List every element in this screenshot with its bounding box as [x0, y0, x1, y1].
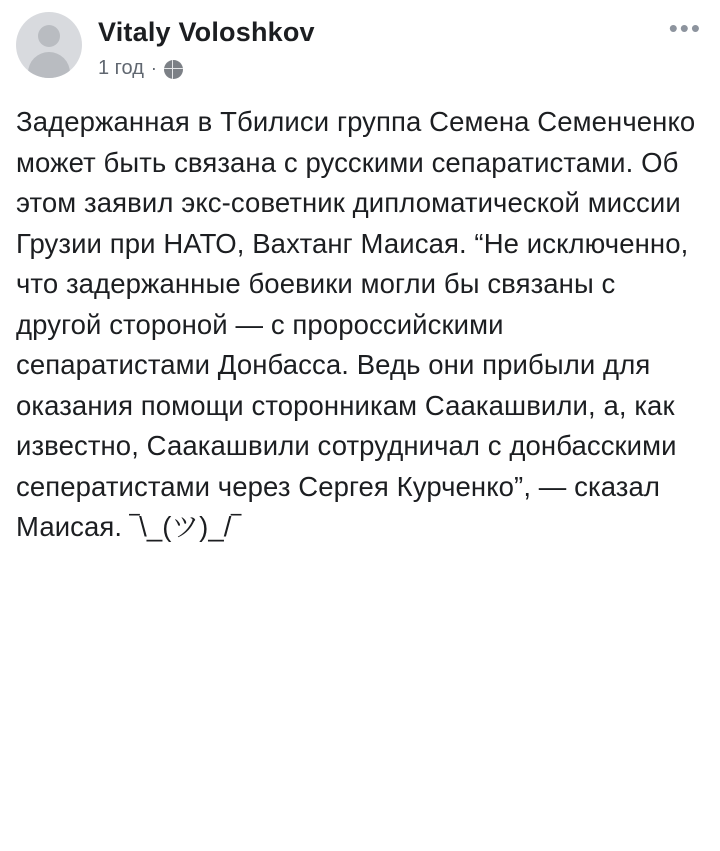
more-options-icon[interactable]: ••• [668, 13, 702, 43]
post-author-name[interactable]: Vitaly Voloshkov [98, 17, 315, 47]
post-meta [98, 56, 704, 80]
avatar-body-shape [28, 52, 70, 78]
avatar[interactable] [16, 12, 82, 78]
globe-icon[interactable] [164, 60, 183, 79]
avatar-head-shape [38, 25, 60, 47]
post-text: Задержанная в Тбилиси группа Семена Семенченко может быть связана с русскими сепаратистами. Об этом заявил экс-советник дипломатической миссии Грузии при НАТО, Вахтанг Маисая. “Не исключенно, что задержанные боевики могли бы связаны с другой стороной — с пророссийскими сепаратистами Донбасса. Ведь они прибыли для оказания помощи сторонникам Саакашвили, а, как известно, Саакашвили сотрудничал с донбасскими сеператистами через Сергея Курченко”, — сказал Маисая. ‾\_(ツ)_/‾ [16, 106, 704, 542]
post-header [0, 0, 720, 80]
post-timestamp[interactable]: 1 год [98, 57, 144, 79]
meta-separator: · [150, 58, 157, 78]
post-header-text [98, 12, 704, 80]
